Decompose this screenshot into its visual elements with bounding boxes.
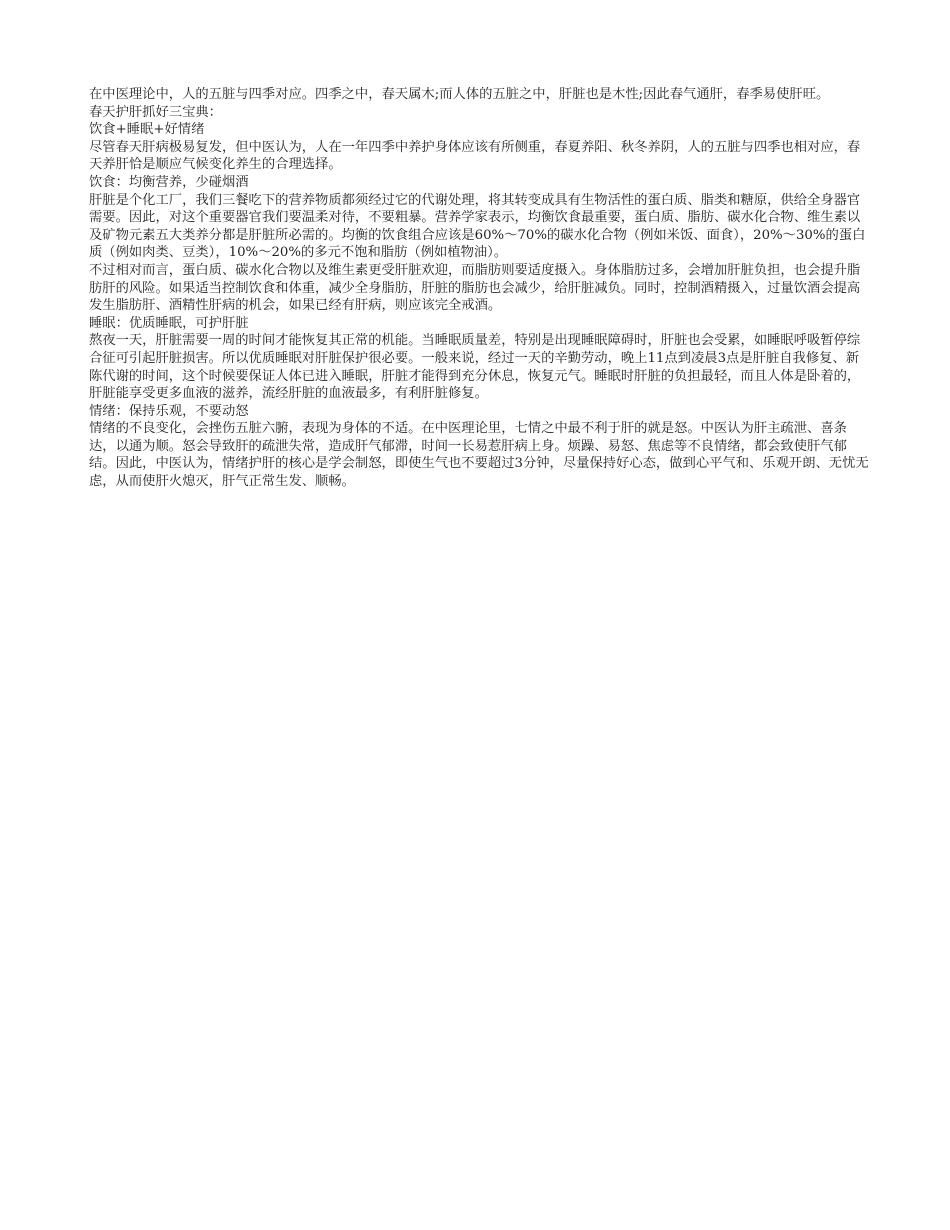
section-intro-heading: 春天护肝抓好三宝典： [89, 104, 222, 120]
mood-paragraph: 情绪的不良变化，会挫伤五脏六腑，表现为身体的不适。在中医理论里，七情之中最不利于肝的就是怒。中医认为肝主疏泄、喜条达，以通为顺。怒会导致肝的疏泄失常，造成肝气郁滞，时间一长易惹肝病上身。烦躁、易怒、焦虑等不良情绪，都会致使肝气郁结。因此，中医认为，情绪护肝的核心是学会制怒，即使生气也不要超过3分钟，尽量保持好心态，做到心平气和、乐观开朗、无忧无虑，从而使肝火熄灭，肝气正常生发、顺畅。 [89, 421, 869, 490]
mood-heading: 情绪：保持乐观，不要动怒 [89, 403, 249, 419]
sleep-paragraph: 熬夜一天，肝脏需要一周的时间才能恢复其正常的机能。当睡眠质量差，特别是出现睡眠障碍时，肝脏也会受累，如睡眠呼吸暂停综合征可引起肝脏损害。所以优质睡眠对肝脏保护很必要。一般来说，经过一天的辛勤劳动，晚上11点到凌晨3点是肝脏自我修复、新陈代谢的时间，这个时候要保证人体已进入睡眠，肝脏才能得到充分休息，恢复元气。睡眠时肝脏的负担最轻，而且人体是卧着的，肝脏能享受更多血液的滋养，流经肝脏的血液最多，有利肝脏修复。 [89, 333, 861, 402]
diet-paragraph-1: 肝脏是个化工厂，我们三餐吃下的营养物质都须经过它的代谢处理，将其转变成具有生物活性的蛋白质、脂类和糖原，供给全身器官需要。因此，对这个重要器官我们要温柔对待，不要粗暴。营养学家表示，均衡饮食最重要，蛋白质、脂肪、碳水化合物、维生素以及矿物元素五大类养分都是肝脏所必需的。均衡的饮食组合应该是60%～70%的碳水化合物（例如米饭、面食），20%～30%的蛋白质（例如肉类、豆类），10%～20%的多元不饱和脂肪（例如植物油）。 [89, 192, 866, 261]
spring-liver-paragraph: 尽管春天肝病极易复发，但中医认为，人在一年四季中养护身体应该有所侧重，春夏养阳、秋冬养阴，人的五脏与四季也相对应，春天养肝恰是顺应气候变化养生的合理选择。 [89, 139, 861, 173]
diet-paragraph-2: 不过相对而言，蛋白质、碳水化合物以及维生素更受肝脏欢迎，而脂肪则要适度摄入。身体脂肪过多，会增加肝脏负担，也会提升脂肪肝的风险。如果适当控制饮食和体重，减少全身脂肪，肝脏的脂肪也会减少，给肝脏减负。同时，控制酒精摄入，过量饮酒会提高发生脂肪肝、酒精性肝病的机会，如果已经有肝病，则应该完全戒酒。 [89, 262, 861, 314]
diet-heading: 饮食：均衡营养，少碰烟酒 [89, 174, 249, 190]
document-body [89, 86, 869, 491]
three-treasures-heading: 饮食+睡眠+好情绪 [89, 122, 205, 138]
intro-paragraph: 在中医理论中，人的五脏与四季对应。四季之中，春天属木;而人体的五脏之中，肝脏也是木性;因此春气通肝，春季易使肝旺。 [89, 87, 830, 102]
sleep-heading: 睡眠：优质睡眠，可护肝脏 [89, 315, 249, 331]
